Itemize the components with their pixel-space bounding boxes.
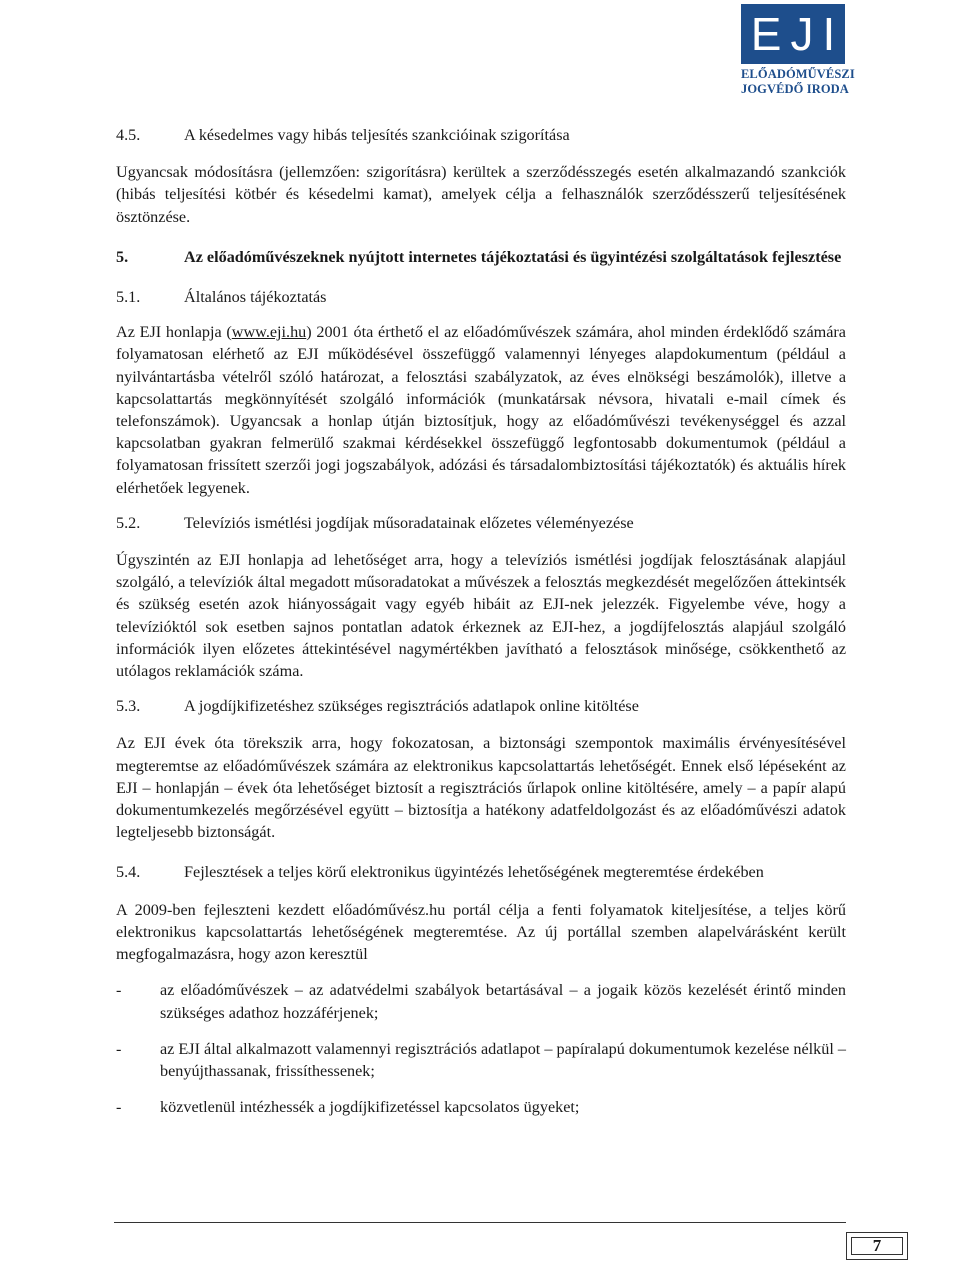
section-5-2-paragraph: Úgyszintén az EJI honlapja ad lehetőséget arra, hogy a televíziós ismétlési jogdíjak felosztásának alapjául szolgáló, a televíziók által megadott műsoradatokat a művészek a felosztás megkezdését megelőzően áttekintsék és szükség esetén azok hiányosságait vagy egyéb hibáit az EJI-nek jelezzék. Figyelembe véve, hogy a televízióktól sok esetben sajnos pontatlan adatok érkeznek az EJI-hez, a jogdíjfelosztás alapjául szolgáló információk ilyen előzetes áttekintésével nagymértékben javítható a felosztások minősége, csökkenthető az utólagos reklamációk száma. [116,551,846,681]
section-number: 5.2. [116,513,141,532]
eji-logo-line-1: ELŐADÓMŰVÉSZI [741,67,855,81]
section-number: 5.1. [116,288,141,307]
section-number: 4.5. [116,126,141,144]
section-5-4-paragraph: A 2009-ben fejleszteni kezdett előadóművész.hu portál célja a fenti folyamatok kiteljesítése, a teljes körű elektronikus kapcsolattartás lehetőségének megteremtése. Az új portállal szemben alapelvárásként került megfogalmazásra, hogy azon keresztül [116,900,846,964]
section-5-4-heading [116,861,846,883]
page-number-box [846,1232,908,1260]
list-item-text: az EJI által alkalmazott valamennyi regisztrációs adatlapot – papíralapú dokumentumok kezelése nélkül – benyújthassanak, frissíthessenek; [160,1039,846,1080]
list-item [116,979,846,1023]
section-title: Általános tájékoztatás [184,288,327,307]
section-title: Az előadóművészeknek nyújtott internetes tájékoztatási és ügyintézési szolgáltatások fejlesztése [184,247,842,266]
list-item [116,1038,846,1082]
paragraph-text: Az EJI honlapja ( [116,323,232,342]
list-dash: - [116,1098,122,1117]
section-5-2-heading [116,512,846,534]
section-number: 5.4. [116,863,141,882]
document-body [116,124,846,1118]
section-5-1-heading [116,286,846,308]
section-5-1-paragraph [116,321,846,499]
list-item [116,1096,846,1118]
paragraph-text: ) 2001 óta érthető el az előadóművészek számára, ahol minden érdeklődő számára folyamatosan elérhető az EJI működésével összefüggő valamennyi lényeges alapdokumentum (például a nyilvántartásba vételről szóló határozat, a felosztási szabályzatok, az éves elnökségi beszámolók), illetve a kapcsolattartás megkönnyítését szolgáló információk (munkatársak névsora, hivatali e-mail címek és telefonszámok). Ugyancsak a honlap útján biztosítjuk, hogy az előadóművészi tevékenységgel és azzal kapcsolatban gyakran felmerülő szakmai kérdésekkel összefüggő legfontosabb dokumentumok (például a folyamatosan frissített szerzői jogi jogszabályok, adózási és társadalombiztosítási tájékoztatók) és aktuális hírek elérhetőek legyenek. [116,323,846,497]
section-5-3-paragraph: Az EJI évek óta törekszik arra, hogy fokozatosan, a biztonsági szempontok maximális érvényesítésével megteremtse az előadóművészek számára az elektronikus kapcsolattartás lehetőségét. Ennek első lépéseként az EJI – honlapján – évek óta lehetőséget biztosít a regisztrációs űrlapok online kitöltésére, amely – a papír alapú dokumentumkezelés megőrzésével együtt – biztosítja a hatékony adatfeldolgozást és az előadóművészi adatok legteljesebb biztonságát. [116,734,846,842]
section-title: A jogdíjkifizetéshez szükséges regisztrációs adatlapok online kitöltése [184,697,639,716]
page-number: 7 [872,1236,882,1255]
list-item-text: az előadóművészek – az adatvédelmi szabályok betartásával – a jogaik közös kezelését érintő minden szükséges adathoz hozzáférjenek; [160,981,846,1022]
section-title: Fejlesztések a teljes körű elektronikus ügyintézés lehetőségének megteremtése érdekében [184,863,764,882]
section-5-3-heading [116,695,846,717]
section-title: Televíziós ismétlési jogdíjak műsoradatainak előzetes véleményezése [184,513,634,532]
section-number: 5. [116,247,129,266]
eji-logo-line-2: JOGVÉDŐ IRODA [741,82,849,96]
section-4-5-heading [116,124,846,146]
list-item-text: közvetlenül intézhessék a jogdíjkifizetéssel kapcsolatos ügyeket; [160,1098,580,1117]
eji-logo [741,4,855,97]
section-5-heading [116,246,846,268]
eji-logo-mark [741,4,845,64]
footer-divider [114,1222,846,1223]
section-number: 5.3. [116,697,141,716]
eji-website-link[interactable]: www.eji.hu [231,323,307,342]
list-dash: - [116,1039,122,1058]
section-4-5-paragraph: Ugyancsak módosításra (jellemzően: szigorításra) kerültek a szerződésszegés esetén alkalmazandó szankciók (hibás teljesítési kötbér és késedelmi kamat), amelyek célja a felhasználók szerződésszerű teljesítésének ösztönzése. [116,163,846,226]
list-dash: - [116,981,122,1000]
section-title: A késedelmes vagy hibás teljesítés szankcióinak szigorítása [184,126,570,144]
eji-logo-letters: EJI [750,8,845,60]
